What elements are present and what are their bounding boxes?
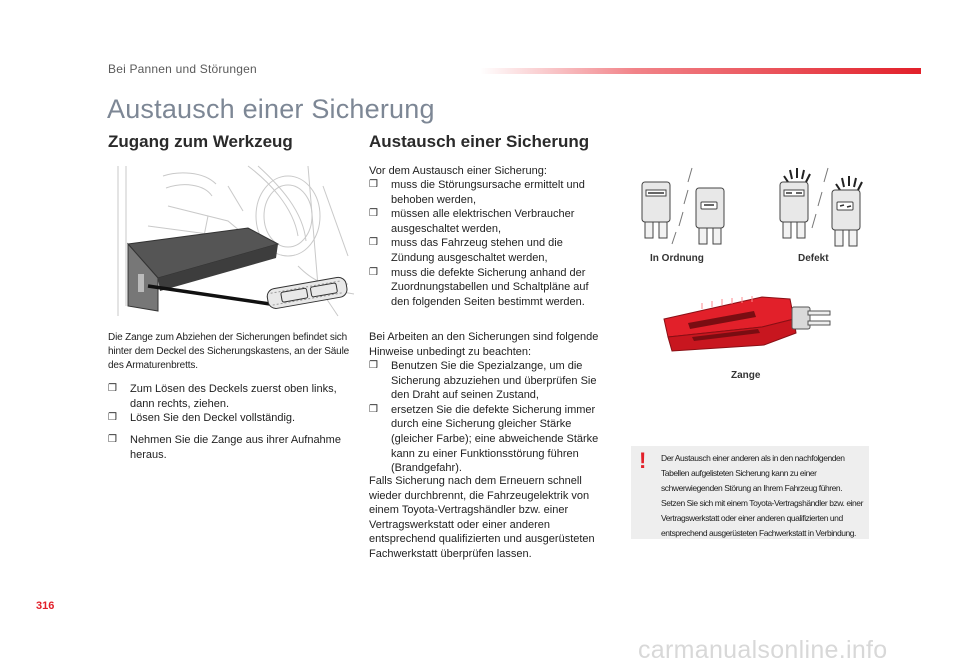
list-item-text: muss die Störungsursache ermittelt und behoben werden, [391,179,585,206]
list-item-text: muss die defekte Sicherung anhand der Zuordnungstabellen und Schaltpläne auf den folgenden Seiten bestimmt werden. [391,266,589,308]
fuse-defect-label: Defekt [798,253,829,264]
cover-removal-steps [108,382,358,426]
list-item-text: Lösen Sie den Deckel vollständig. [130,412,296,425]
warning-text: Der Austausch einer anderen als in den nachfolgenden Tabellen aufgelisteten Sicherung kann zu einer schwerwiegenden Störung an Ihrem Fahrzeug führen. Setzen Sie sich mit einem Toyota-Vertragshändler bzw. einer Vertragswerkstatt oder einer anderen qualifizierten und entsprechend ausgerüsteten Fachwerkstatt in Verbindung. [661,453,863,538]
list-item-text: Benutzen Sie die Spezialzange, um die Sicherung abzuziehen und überprüfen Sie den Draht auf seinen Zustand, [391,360,597,402]
list-item [108,433,358,462]
repeat-failure-advice: Falls Sicherung nach dem Erneuern schnell wieder durchbrennt, die Fahrzeugelektrik von einem Toyota-Vertragshändler bzw. einer Vertragswerkstatt oder einer anderen entsprechend qualifizierten und ausgerüsteten Fachwerkstatt überprüfen lassen. [369,475,595,560]
watermark: carmanualsonline.info [638,636,888,664]
fuse-ok-label: In Ordnung [650,253,704,264]
checkbox-bullet-icon: ❒ [369,208,378,220]
list-item-text: Zum Lösen des Deckels zuerst oben links, dann rechts, ziehen. [130,383,337,410]
page-number: 316 [36,600,55,612]
checkbox-bullet-icon: ❒ [108,383,117,394]
warning-icon: ! [639,448,647,473]
fuse-ok-illustration [636,160,746,250]
header-accent-bar [480,68,921,74]
list-item [369,359,609,403]
checkbox-bullet-icon: ❒ [108,412,117,424]
before-replacement-list [369,178,609,309]
pliers-illustration [662,293,842,355]
list-item [369,403,609,476]
list-item [108,382,358,411]
checkbox-bullet-icon: ❒ [369,179,378,190]
pliers-removal-steps [108,433,358,462]
list-item [369,236,609,265]
heading-fuse-replacement: Austausch einer Sicherung [369,132,590,151]
before-replacement-intro: Vor dem Austausch einer Sicherung: [369,165,547,177]
list-item [369,207,609,236]
list-item-text: müssen alle elektrischen Verbraucher ausgeschaltet werden, [391,208,575,235]
checkbox-bullet-icon: ❒ [369,266,378,278]
fuse-work-intro: Bei Arbeiten an den Sicherungen sind folgende Hinweise unbedingt zu beachten: [369,331,599,358]
list-item-text: ersetzen Sie die defekte Sicherung immer durch eine Sicherung gleicher Stärke (gleicher Farbe); eine abweichende Stärke kann zu einer Funktionsstörung führen (Brandgefahr). [391,403,599,475]
checkbox-bullet-icon: ❒ [369,360,378,371]
list-item [108,411,358,426]
checkbox-bullet-icon: ❒ [369,237,378,249]
list-item [369,178,609,207]
checkbox-bullet-icon: ❒ [108,434,117,445]
fuse-work-notes [369,359,609,476]
section-label: Bei Pannen und Störungen [108,62,257,76]
list-item-text: muss das Fahrzeug stehen und die Zündung ausgeschaltet werden, [391,237,563,264]
list-item [369,266,609,310]
checkbox-bullet-icon: ❒ [369,403,378,415]
list-item-text: Nehmen Sie die Zange aus ihrer Aufnahme heraus. [130,434,341,461]
tool-location-caption: Die Zange zum Abziehen der Sicherungen befindet sich hinter dem Deckel des Sicherungskastens, an der Säule des Armaturenbretts. [108,332,350,371]
dashboard-illustration [108,166,358,322]
pliers-label: Zange [731,370,761,381]
fuse-defect-illustration [776,152,876,252]
page-title: Austausch einer Sicherung [107,94,435,124]
heading-tool-access: Zugang zum Werkzeug [108,132,293,151]
